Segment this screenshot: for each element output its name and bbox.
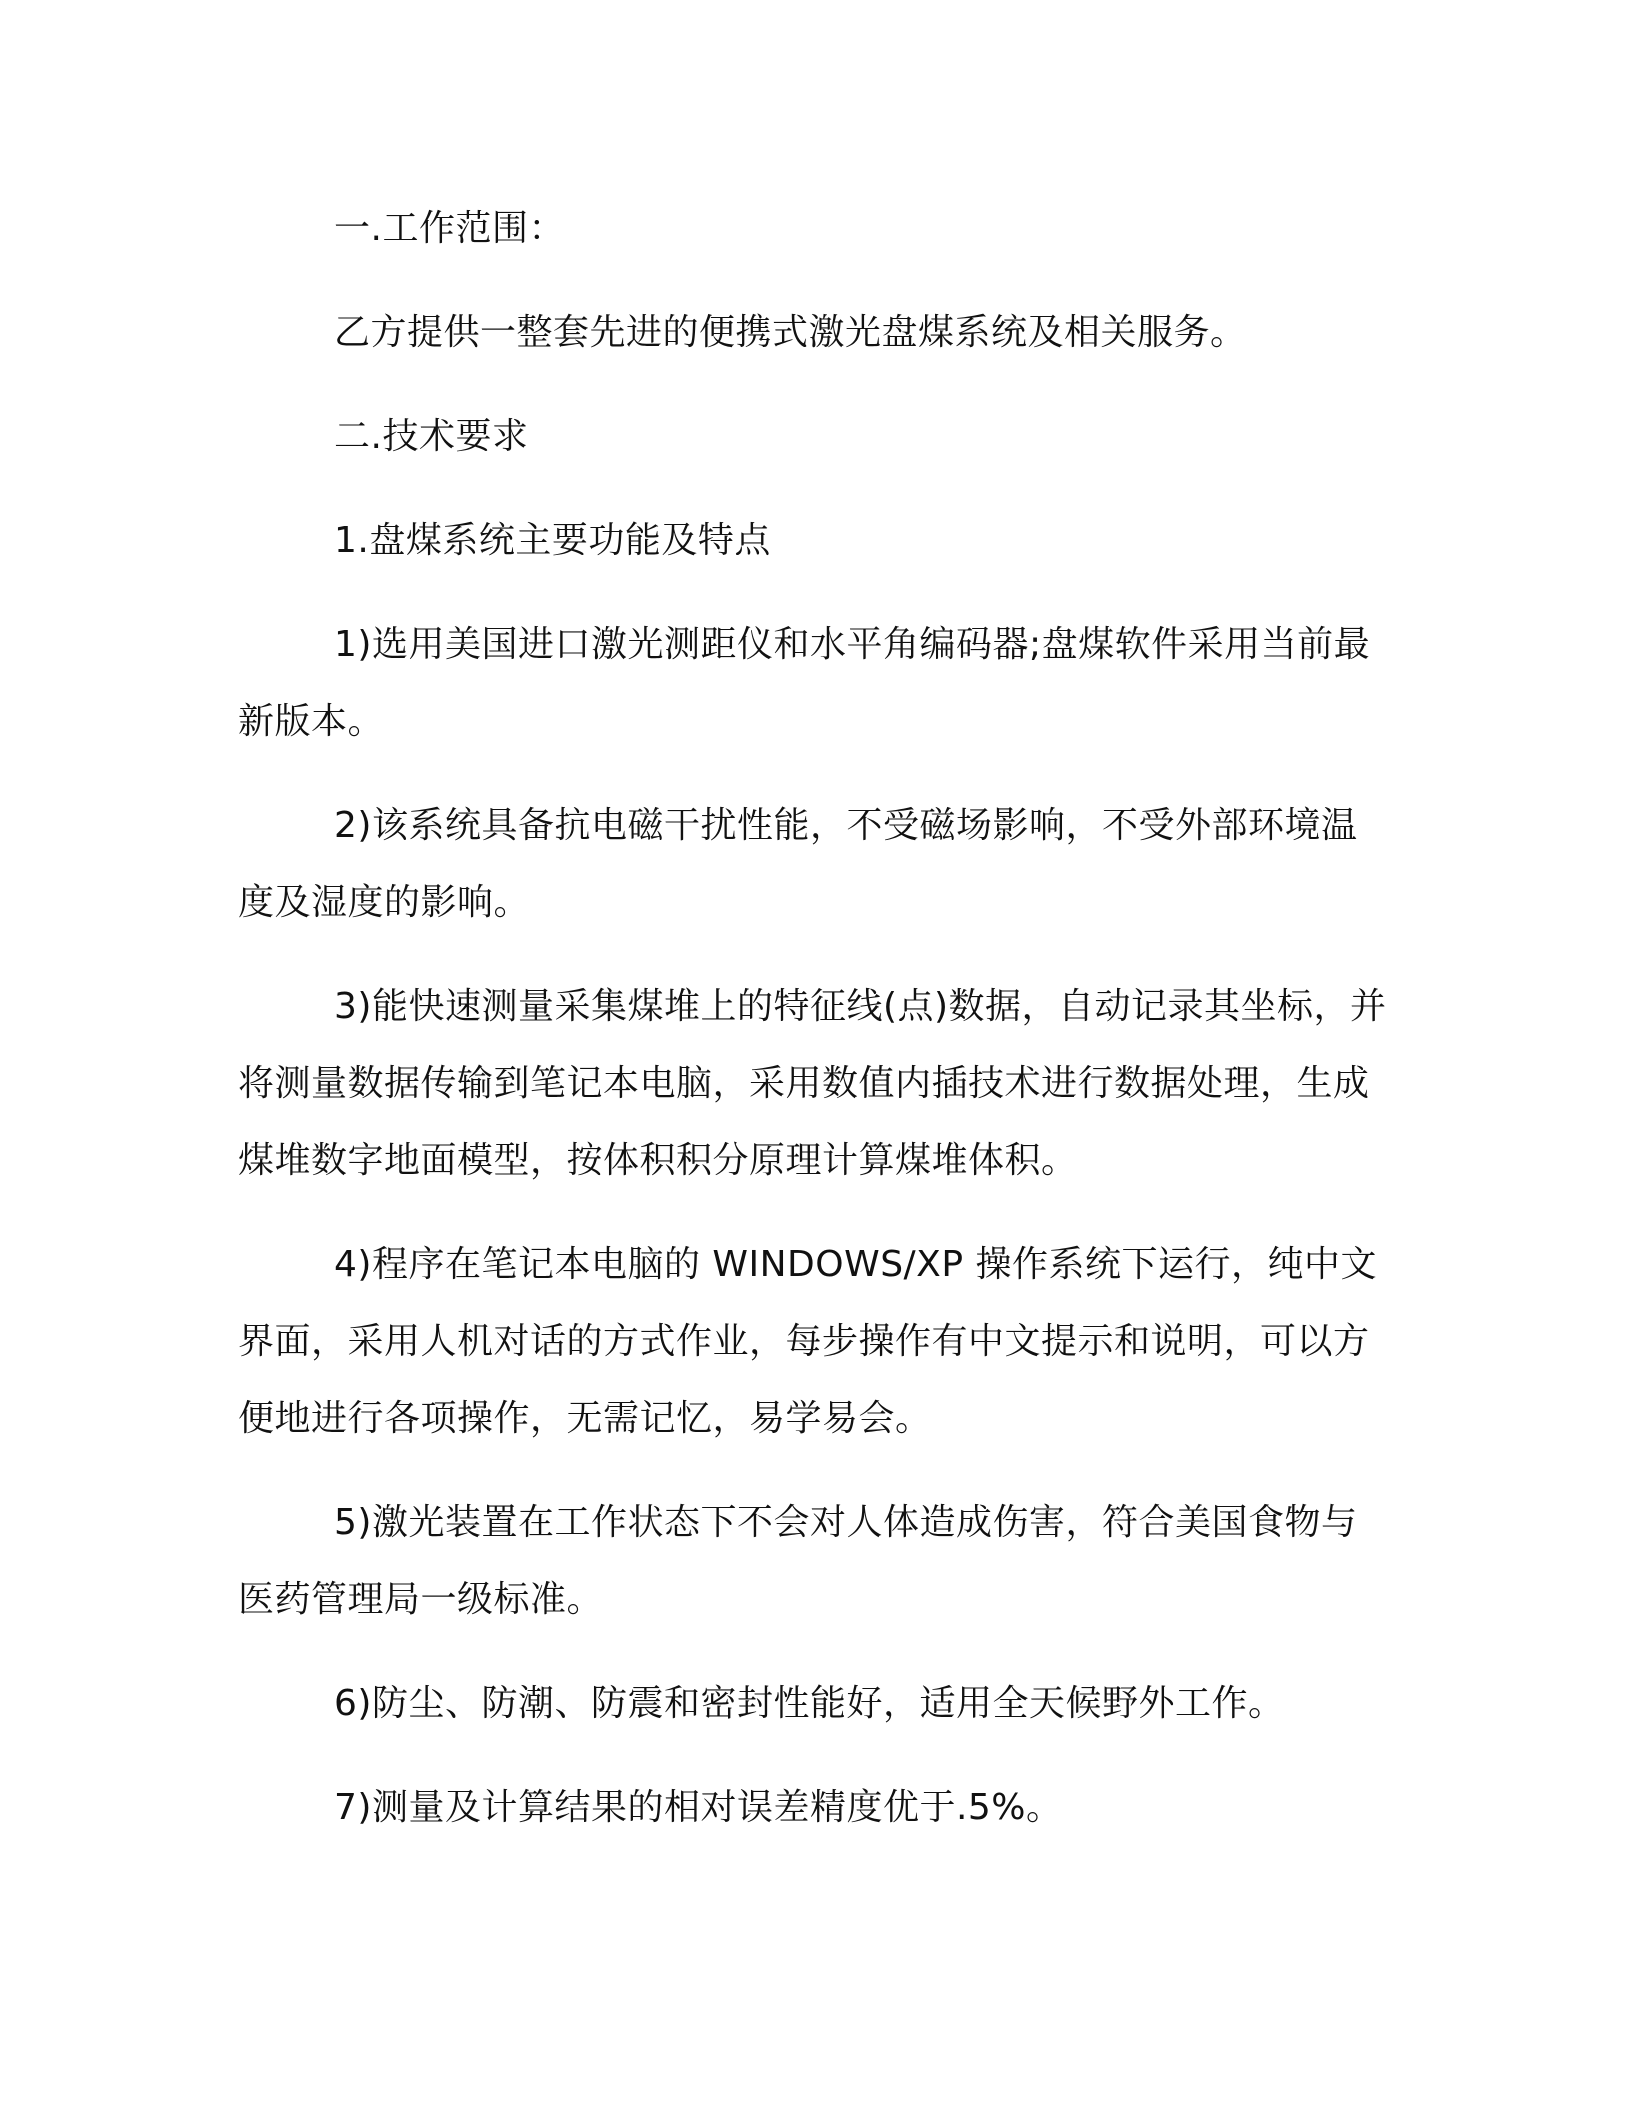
scope-paragraph: 乙方提供一整套先进的便携式激光盘煤系统及相关服务。 bbox=[334, 312, 1247, 353]
feature-item-4: 4)程序在笔记本电脑的 WINDOWS/XP 操作系统下运行，纯中文界面，采用人机对话的方式作业，每步操作有中文提示和说明，可以方便地进行各项操作，无需记忆，易学易会。 bbox=[238, 1244, 1377, 1439]
feature-item-7: 7)测量及计算结果的相对误差精度优于.5%。 bbox=[334, 1787, 1063, 1828]
document-body bbox=[238, 190, 1388, 1873]
feature-item-3: 3)能快速测量采集煤堆上的特征线(点)数据，自动记录其坐标，并将测量数据传输到笔记本电脑，采用数值内插技术进行数据处理，生成煤堆数字地面模型，按体积积分原理计算煤堆体积。 bbox=[238, 986, 1387, 1181]
section-heading-technical: 二.技术要求 bbox=[334, 416, 529, 457]
subsection-heading-features: 1.盘煤系统主要功能及特点 bbox=[334, 520, 771, 561]
feature-item-5: 5)激光装置在工作状态下不会对人体造成伤害，符合美国食物与医药管理局一级标准。 bbox=[238, 1502, 1358, 1620]
feature-item-1: 1)选用美国进口激光测距仪和水平角编码器;盘煤软件采用当前最新版本。 bbox=[238, 624, 1371, 742]
section-heading-scope: 一.工作范围： bbox=[334, 208, 565, 249]
feature-item-2: 2)该系统具备抗电磁干扰性能，不受磁场影响，不受外部环境温度及湿度的影响。 bbox=[238, 805, 1358, 923]
feature-item-6: 6)防尘、防潮、防震和密封性能好，适用全天候野外工作。 bbox=[334, 1683, 1285, 1724]
